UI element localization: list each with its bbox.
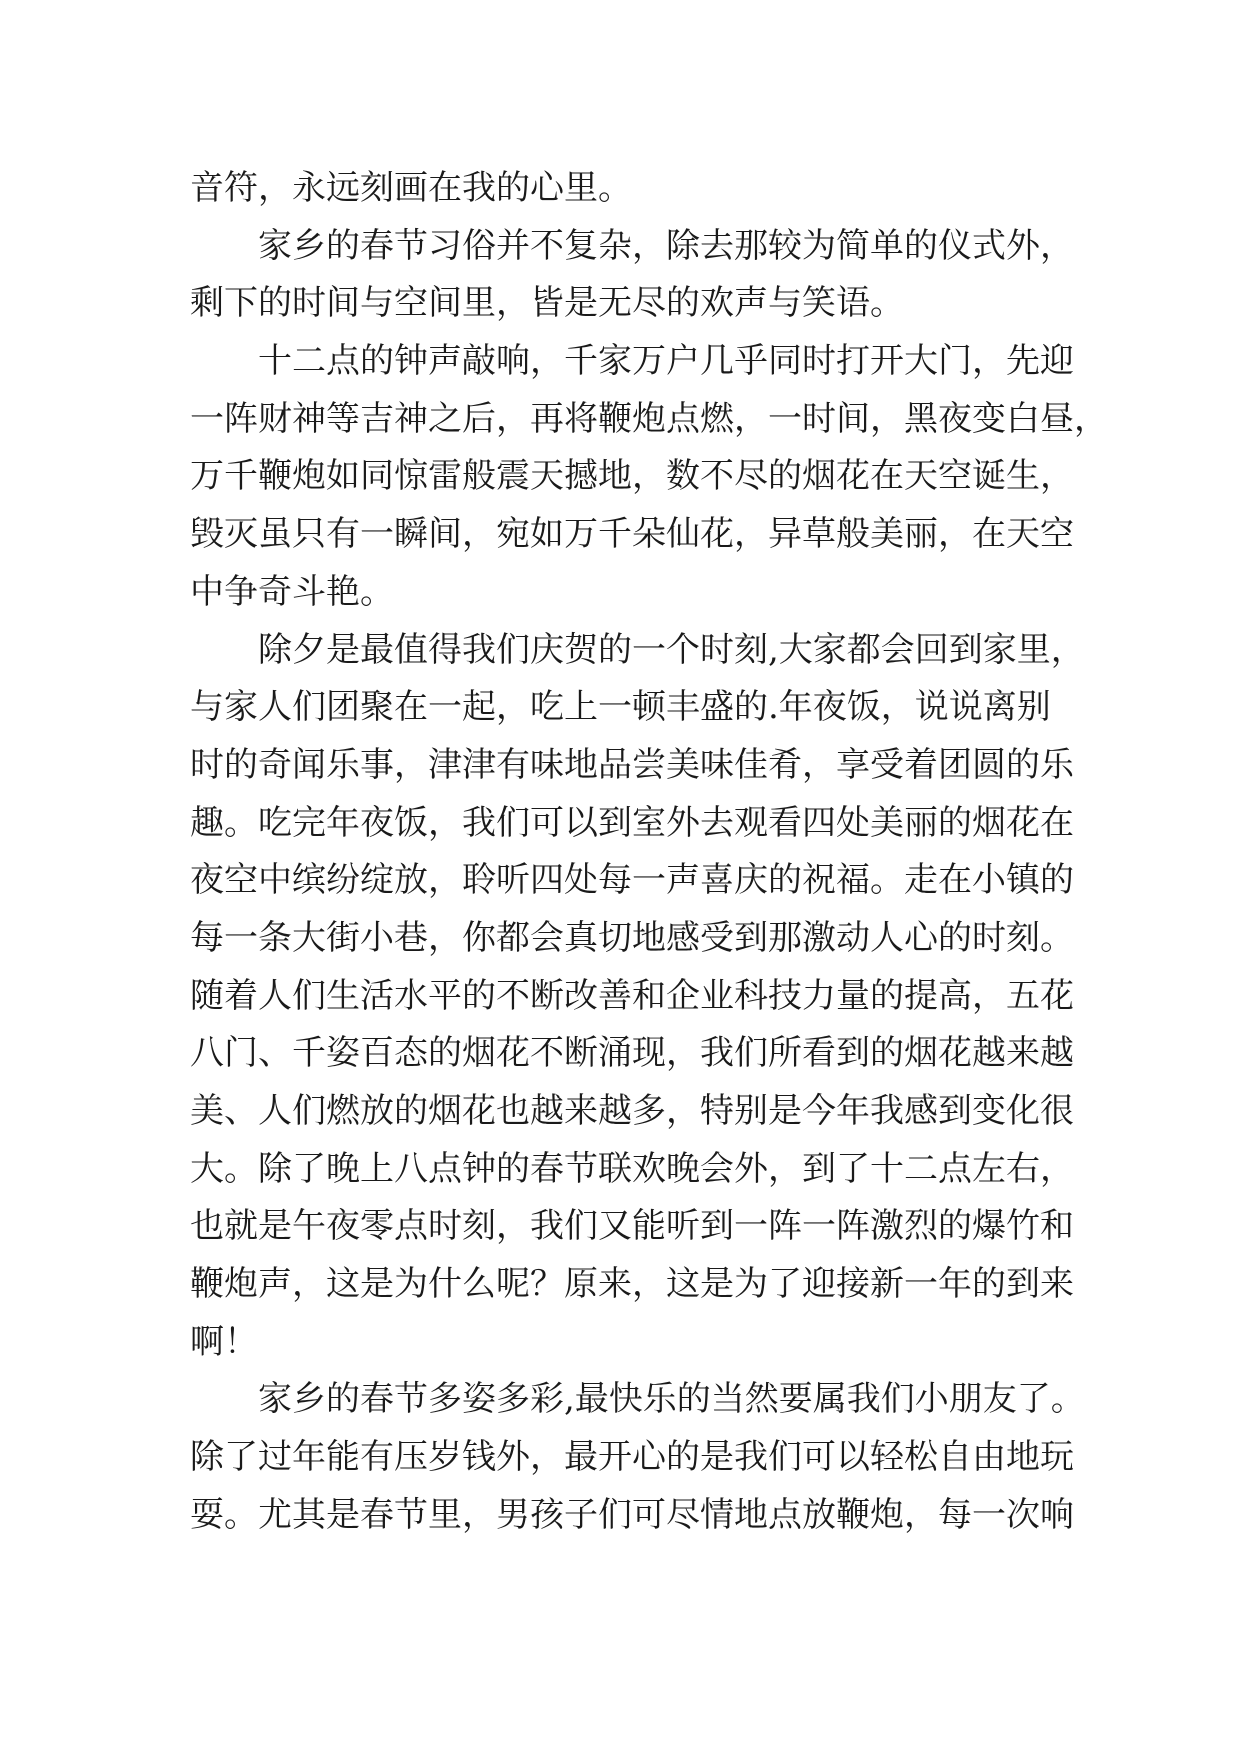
text-line: 美、人们燃放的烟花也越来越多，特别是今年我感到变化很 (190, 1091, 1074, 1131)
text-line: 随着人们生活水平的不断改善和企业科技力量的提高，五花 (190, 975, 1074, 1016)
text-line: 夜空中缤纷绽放，聆听四处每一声喜庆的祝福。走在小镇的 (190, 860, 1074, 901)
text-line: 一阵财神等吉神之后，再将鞭炮点燃，一时间，黑夜变白昼， (190, 398, 1108, 439)
document-body (190, 160, 1108, 1545)
paragraph-first-line: 十二点的钟声敲响，千家万户几乎同时打开大门，先迎 (258, 341, 1074, 382)
text-line: 中争奇斗艳。 (190, 571, 394, 612)
paragraph-first-line: 除夕是最值得我们庆贺的一个时刻,大家都会回到家里， (258, 629, 1085, 670)
text-line: 耍。尤其是春节里，男孩子们可尽情地点放鞭炮，每一次响 (190, 1494, 1074, 1535)
text-line: 除了过年能有压岁钱外，最开心的是我们可以轻松自由地玩 (190, 1437, 1074, 1478)
text-line: 趣。吃完年夜饭，我们可以到室外去观看四处美丽的烟花在 (190, 802, 1074, 843)
paragraph-first-line: 家乡的春节习俗并不复杂，除去那较为简单的仪式外， (258, 225, 1074, 266)
paragraph-first-line: 家乡的春节多姿多彩,最快乐的当然要属我们小朋友了。 (258, 1379, 1085, 1420)
text-line: 每一条大街小巷，你都会真切地感受到那激动人心的时刻。 (190, 917, 1074, 958)
text-line: 时的奇闻乐事，津津有味地品尝美味佳肴，享受着团圆的乐 (190, 744, 1074, 785)
text-line: 音符，永远刻画在我的心里。 (190, 168, 632, 208)
text-line: 剩下的时间与空间里，皆是无尽的欢声与笑语。 (190, 283, 904, 324)
text-line: 毁灭虽只有一瞬间，宛如万千朵仙花，异草般美丽，在天空 (190, 514, 1074, 555)
text-line: 万千鞭炮如同惊雷般震天撼地，数不尽的烟花在天空诞生， (190, 456, 1074, 497)
text-line: 啊！ (190, 1321, 258, 1362)
text-line: 大。除了晚上八点钟的春节联欢晚会外，到了十二点左右， (190, 1148, 1074, 1189)
text-line: 鞭炮声，这是为什么呢？原来，这是为了迎接新一年的到来 (190, 1264, 1074, 1305)
text-line: 与家人们团聚在一起，吃上一顿丰盛的.年夜饭，说说离别 (190, 687, 1051, 728)
text-line: 八门、千姿百态的烟花不断涌现，我们所看到的烟花越来越 (190, 1033, 1074, 1074)
text-line: 也就是午夜零点时刻，我们又能听到一阵一阵激烈的爆竹和 (190, 1206, 1074, 1247)
